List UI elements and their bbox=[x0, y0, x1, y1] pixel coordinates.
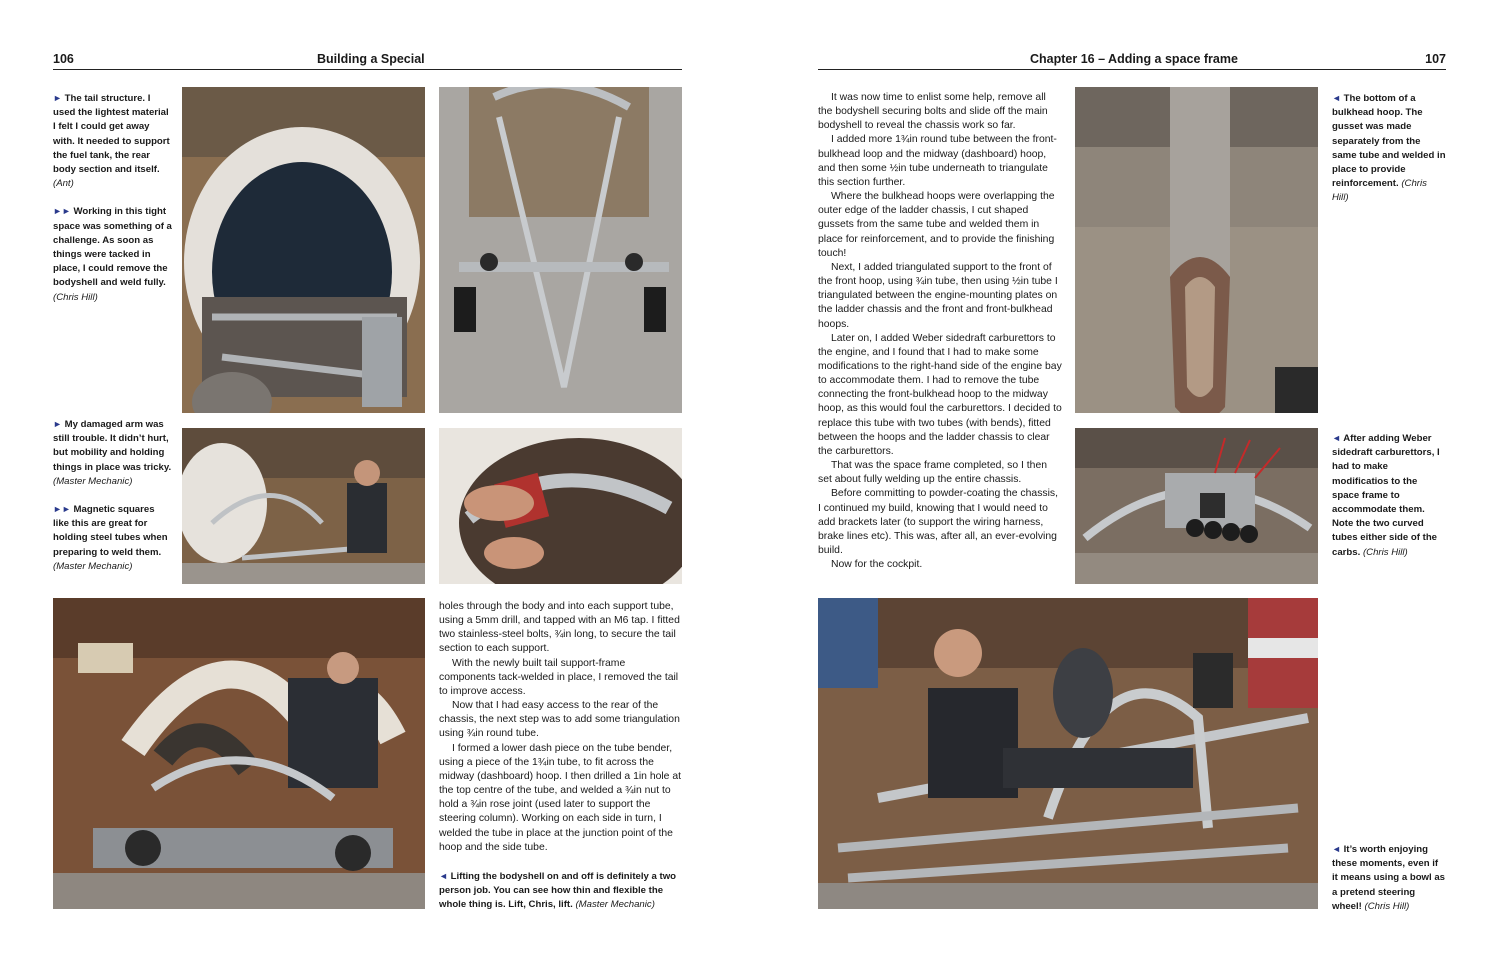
body-paragraph: Now that I had easy access to the rear of the chassis, the next step was to add some triangulation using ¾in round tube. bbox=[439, 700, 680, 740]
arrow-left-icon: ◄ bbox=[1332, 93, 1341, 103]
caption-tight-space: ►► Working in this tight space was something of a challenge. As soon as things were tacked in place, I could remove the bodyshell and weld fully. (Chris Hill) bbox=[53, 206, 172, 303]
tail-frame-top-photo bbox=[439, 87, 682, 413]
caption-damaged-arm: ► My damaged arm was still trouble. It didn’t hurt, but mobility and holding things in place was tricky. (Master Mechanic) bbox=[53, 419, 172, 487]
left-page-title: Building a Special bbox=[317, 52, 425, 66]
left-body-text bbox=[439, 600, 683, 855]
right-body-text bbox=[818, 91, 1062, 572]
cockpit-bowl-photo bbox=[818, 598, 1318, 909]
tail-structure-photo bbox=[182, 87, 425, 413]
right-page-number: 107 bbox=[1425, 52, 1446, 66]
body-paragraph: It was now time to enlist some help, remove all the bodyshell securing bolts and slide off the main bodyshell to reveal the chassis work so far. bbox=[818, 92, 1048, 132]
body-paragraph: That was the space frame completed, so I then set about fully welding up the entire chassis. bbox=[818, 460, 1048, 486]
caption-weber: ◄ After adding Weber sidedraft carburettors, I had to make modificatios to the space frame to accommodate them. Note the two curved tubes either side of the carbs. (Chris Hill) bbox=[1332, 433, 1440, 558]
caption-lifting-block bbox=[439, 869, 683, 926]
right-running-head bbox=[818, 50, 1446, 70]
caption-bulkhead-hoop: ◄ The bottom of a bulkhead hoop. The gusset was made separately from the same tube and welded in place to provide reinforcement. (Chris Hill) bbox=[1332, 93, 1446, 204]
left-running-head bbox=[53, 50, 682, 70]
body-paragraph: Now for the cockpit. bbox=[831, 559, 923, 571]
bulkhead-gusset-photo bbox=[1075, 87, 1318, 413]
arrow-right-double-icon: ►► bbox=[53, 504, 71, 515]
caption-column-right-top bbox=[1332, 91, 1446, 219]
arrow-left-icon: ◄ bbox=[1332, 844, 1341, 854]
body-paragraph: I added more 1¾in round tube between the front-bulkhead loop and the midway (dashboard) hoop, and then some ½in tube underneath to triangulate this section further. bbox=[818, 134, 1057, 188]
workshop-welding-photo bbox=[182, 428, 425, 584]
arrow-left-icon: ◄ bbox=[1332, 433, 1341, 443]
body-paragraph: With the newly built tail support-frame components tack-welded in place, I removed the tail to improve access. bbox=[439, 657, 679, 697]
body-paragraph: Where the bulkhead hoops were overlapping the outer edge of the ladder chassis, I cut shaped gussets from the same tube and welded them in place for reinforcement, and to provide the finishing touch! bbox=[818, 191, 1055, 259]
right-page-title: Chapter 16 – Adding a space frame bbox=[1030, 52, 1238, 66]
body-paragraph: Before committing to powder-coating the chassis, I continued my build, knowing that I would need to add brackets later (to support the wiring harness, brake lines etc). This was, after all, an ever-evolving build. bbox=[818, 488, 1058, 556]
caption-column-right-mid bbox=[1332, 431, 1446, 573]
caption-lifting: ◄ Lifting the bodyshell on and off is definitely a two person job. You can see how thin and flexible the whole thing is. Lift, Chris, lift. (Master Mechanic) bbox=[439, 871, 677, 911]
body-paragraph: I formed a lower dash piece on the tube bender, using a piece of the 1¾in tube, to fit across the midway (dashboard) hoop. I then drilled a 1in hole at the top centre of the tube, and welded a ¾in nut to hold a ¾in rose joint (used later to support the steering column). Working on each side in turn, I welded the tube in place at the junction point of the hoop and the side tube. bbox=[439, 742, 682, 853]
arrow-right-double-icon: ►► bbox=[53, 206, 71, 217]
caption-enjoying: ◄ It’s worth enjoying these moments, even if it means using a bowl as a pretend steering wheel! (Chris Hill) bbox=[1332, 844, 1446, 912]
caption-column-left-mid bbox=[53, 417, 173, 587]
left-page-number: 106 bbox=[53, 52, 74, 66]
caption-magnetic: ►► Magnetic squares like this are great for holding steel tubes when preparing to weld them. (Master Mechanic) bbox=[53, 504, 168, 572]
arrow-left-icon: ◄ bbox=[439, 871, 448, 881]
arrow-right-icon: ► bbox=[53, 419, 62, 429]
magnetic-square-photo bbox=[439, 428, 682, 584]
caption-tail: ► The tail structure. I used the lightest material I felt I could get away with. It needed to support the fuel tank, the rear body section and itself. (Ant) bbox=[53, 93, 170, 190]
body-paragraph: Later on, I added Weber sidedraft carburettors to the engine, and I found that I had to make some modifications to the right-hand side of the engine bay to accommodate them. I had to remove the tube connecting the front-bulkhead hoop to the midway hoop, as this would foul the carburettors. I decided to replace this tube with two tubes (with bends), fitted between the hoops and the ladder chassis to clear the carburettors. bbox=[818, 332, 1062, 457]
body-paragraph: Next, I added triangulated support to the front of the front hoop, using ¾in tube, then using ½in tube I triangulated between the engine-mounting plates on the ladder chassis and the front and front-bulkhead hoops. bbox=[818, 261, 1058, 330]
caption-column-left-top bbox=[53, 91, 173, 318]
weber-carbs-photo bbox=[1075, 428, 1318, 584]
arrow-right-icon: ► bbox=[53, 93, 62, 103]
bodyshell-lift-photo bbox=[53, 598, 425, 909]
body-paragraph: holes through the body and into each support tube, using a 5mm drill, and tapped with an M6 tap. I fitted two stainless-steel bolts, ¾in long, to secure the tail section to each support. bbox=[439, 601, 680, 655]
caption-column-right-bottom bbox=[1332, 842, 1446, 927]
